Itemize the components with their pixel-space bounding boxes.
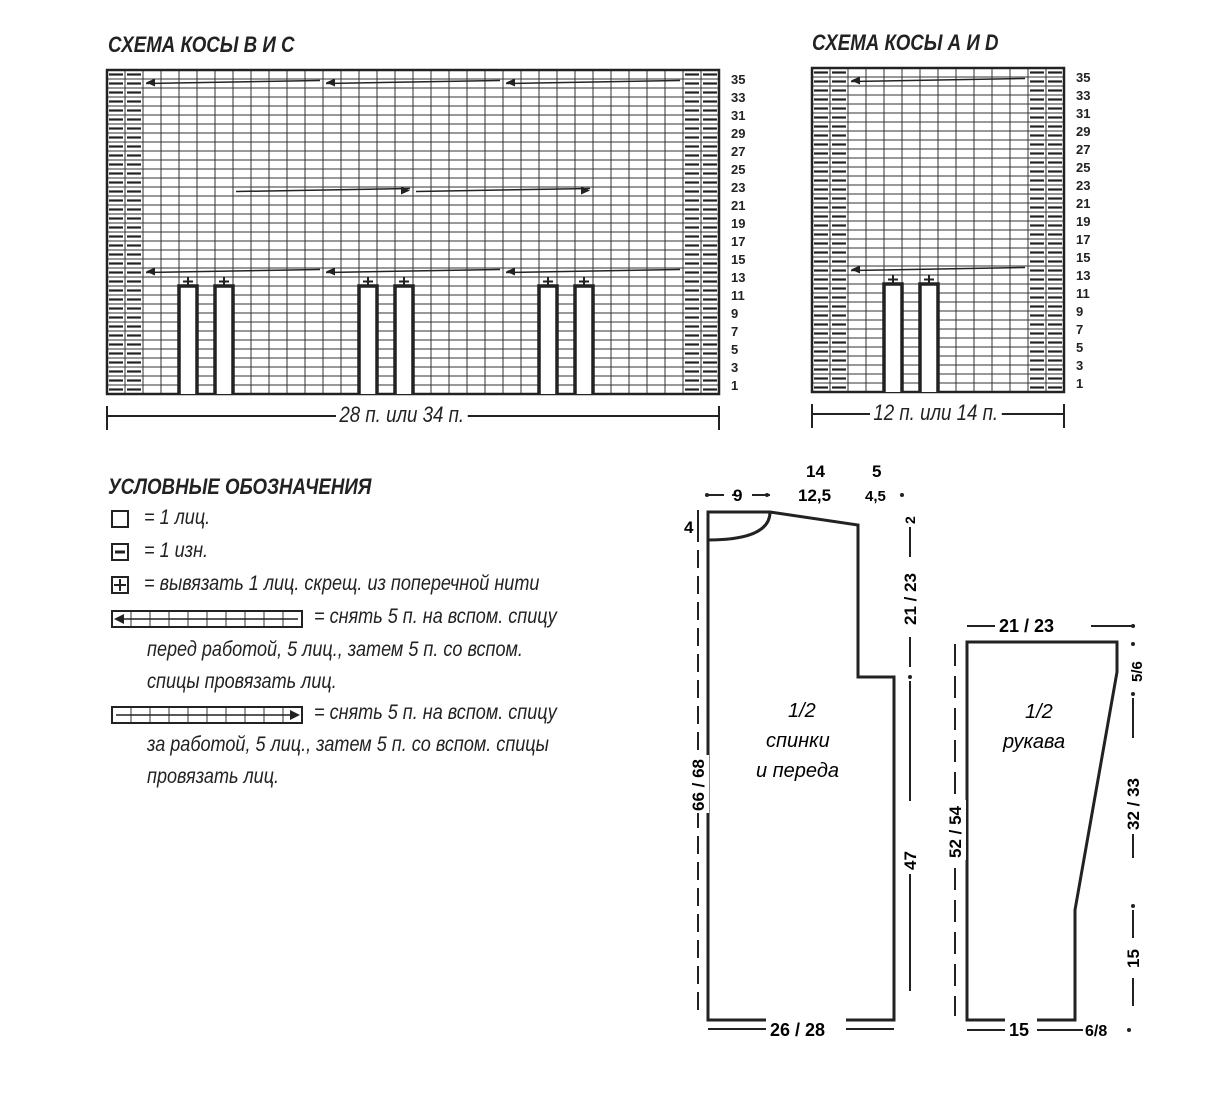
sleeve-bottom-width: 15: [1009, 1020, 1030, 1040]
body-total-length: 66 / 68: [689, 759, 708, 811]
sleeve-label-line-1: 1/2: [1025, 701, 1053, 723]
cross-stitch-symbol-icon: [111, 576, 129, 594]
row-number: 21: [731, 198, 746, 213]
row-number: 5: [1076, 340, 1084, 355]
row-number: 15: [731, 252, 746, 267]
chart-a-d-title: СХЕМА КОСЫ А И D: [812, 30, 999, 55]
row-number: 17: [731, 234, 746, 249]
legend-cable-right-1: = снять 5 п. на вспом. спицу: [314, 701, 557, 724]
row-number: 19: [1076, 214, 1091, 229]
cable-right-symbol-icon: [110, 704, 304, 726]
row-number: 35: [1076, 70, 1091, 85]
chart-a-d-width-label: 12 п. или 14 п.: [870, 400, 1002, 426]
legend-cable-right-2: за работой, 5 лиц., затем 5 п. со вспом. спицы: [147, 733, 549, 756]
row-number: 27: [731, 144, 746, 159]
row-number: 13: [1076, 268, 1091, 283]
body-side-length: 47: [901, 851, 920, 870]
row-number: 25: [1076, 160, 1091, 175]
sleeve-total-length: 52 / 54: [946, 806, 965, 858]
body-neck-depth: 4: [684, 518, 694, 537]
sleeve-top-width: 21 / 23: [999, 616, 1055, 636]
body-neckline: [708, 512, 770, 540]
cable-arrowhead: [401, 187, 410, 195]
legend-cable-left-2: перед работой, 5 лиц., затем 5 п. со вспом.: [147, 638, 523, 661]
row-number: 21: [1076, 196, 1091, 211]
legend-cable-left-1: = снять 5 п. на вспом. спицу: [314, 605, 557, 628]
row-number: 5: [731, 342, 739, 357]
body-top-dim-14: 14: [806, 462, 825, 481]
sleeve-cap: 5/6: [1129, 661, 1146, 682]
row-number: 11: [731, 288, 745, 303]
body-pattern-diagram: [670, 455, 950, 1055]
row-number: 9: [731, 306, 739, 321]
row-number: 15: [1076, 250, 1091, 265]
knit-symbol-icon: [111, 510, 129, 528]
row-number: 33: [731, 90, 746, 105]
legend-purl: = 1 изн.: [144, 539, 209, 562]
row-number: 33: [1076, 88, 1091, 103]
row-number: 3: [1076, 358, 1084, 373]
cable-left-symbol-icon: [110, 608, 304, 630]
cable-arrowhead: [581, 187, 590, 195]
purl-symbol-icon: [111, 543, 129, 561]
cable-arrowhead: [851, 77, 860, 85]
legend-title: УСЛОВНЫЕ ОБОЗНАЧЕНИЯ: [108, 474, 372, 499]
body-bottom-width: 26 / 28: [770, 1020, 826, 1040]
sleeve-cuff-length: 15: [1124, 949, 1143, 968]
body-shoulder-drop: 2: [902, 516, 918, 524]
row-number: 29: [1076, 124, 1091, 139]
sleeve-label-line-2: рукава: [1003, 731, 1066, 753]
cable-arrowhead: [146, 268, 155, 276]
row-number: 1: [731, 378, 739, 393]
body-neck-width-9: 9: [733, 486, 743, 505]
chart-a-d-grid: [800, 56, 1120, 436]
legend-knit: = 1 лиц.: [144, 506, 211, 529]
sleeve-pattern-diagram: [935, 610, 1155, 1050]
row-number: 25: [731, 162, 746, 177]
sleeve-bottom-extra: 6/8: [1085, 1023, 1108, 1040]
row-number: 17: [1076, 232, 1091, 247]
row-number: 7: [731, 324, 739, 339]
row-number: 35: [731, 72, 746, 87]
row-number: 29: [731, 126, 746, 141]
body-armhole: 21 / 23: [901, 573, 920, 625]
body-label-line-2: спинки: [766, 730, 830, 752]
legend-cross: = вывязать 1 лиц. скрещ. из поперечной нити: [144, 572, 540, 595]
row-number: 31: [1076, 106, 1091, 121]
chart-b-c-grid: [95, 58, 775, 438]
row-number: 31: [731, 108, 746, 123]
row-number: 23: [1076, 178, 1091, 193]
legend-cable-left-3: спицы провязать лиц.: [147, 670, 337, 693]
row-number: 23: [731, 180, 746, 195]
cable-arrowhead: [146, 79, 155, 87]
row-number: 19: [731, 216, 746, 231]
cable-arrowhead: [326, 79, 335, 87]
row-number: 27: [1076, 142, 1091, 157]
cable-arrowhead: [506, 79, 515, 87]
chart-b-c-title: СХЕМА КОСЫ В И С: [108, 32, 295, 57]
legend-cable-right-3: провязать лиц.: [147, 765, 280, 788]
sleeve-pattern-outline: [967, 642, 1117, 1020]
row-number: 13: [731, 270, 746, 285]
cable-arrowhead: [506, 268, 515, 276]
body-neck-width-125: 12,5: [798, 486, 832, 505]
body-label-line-1: 1/2: [788, 700, 816, 722]
row-number: 3: [731, 360, 739, 375]
sleeve-upper-length: 32 / 33: [1124, 778, 1143, 830]
row-number: 11: [1076, 286, 1090, 301]
cable-arrowhead: [326, 268, 335, 276]
row-number: 7: [1076, 322, 1084, 337]
body-label-line-3: и переда: [756, 760, 840, 782]
chart-b-c-width-label: 28 п. или 34 п.: [336, 402, 468, 428]
body-top-dim-5: 5: [872, 462, 882, 481]
row-number: 9: [1076, 304, 1084, 319]
body-neck-width-45: 4,5: [865, 488, 886, 505]
cable-arrowhead: [851, 266, 860, 274]
row-number: 1: [1076, 376, 1084, 391]
